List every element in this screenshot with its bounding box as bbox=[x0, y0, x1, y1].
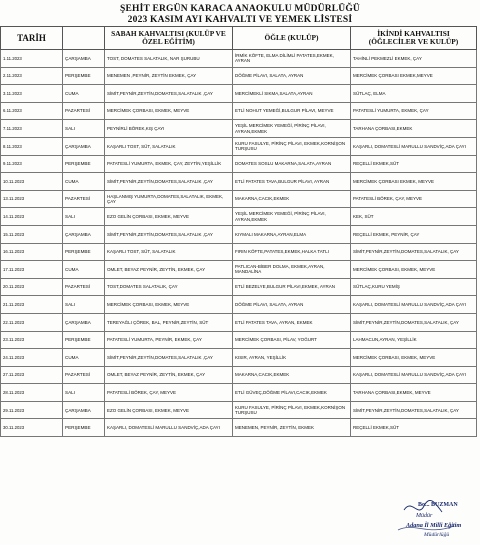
day-cell: SALI bbox=[63, 208, 105, 226]
breakfast-cell: PATATESLİ BÖREK, ÇAY, MEYVE bbox=[105, 384, 233, 402]
day-cell: PERŞEMBE bbox=[63, 155, 105, 173]
lunch-cell: MAKARNA,CACIK,EKMEK bbox=[233, 190, 351, 208]
snack-cell: TAHİNLİ PEKMEZLİ EKMEK, ÇAY bbox=[351, 50, 477, 68]
table-row bbox=[1, 384, 477, 402]
day-cell: CUMA bbox=[63, 173, 105, 191]
date-cell: 22.11.2023 bbox=[1, 313, 63, 331]
breakfast-cell: PATATESLİ YUMURTA, PEYNİR, EKMEK, ÇAY bbox=[105, 331, 233, 349]
lunch-cell: ETLİ PATATES TAVA,BULGUR PİLAVI, AYRAN bbox=[233, 173, 351, 191]
lunch-cell: DOMATES SOSLU MAKARNA,SALATA,AYRAN bbox=[233, 155, 351, 173]
lunch-cell: KURU FASULYE, PİRİNÇ PİLAVI, EKMEK,KORNİŞON TURŞUSU bbox=[233, 401, 351, 419]
day-cell: PAZARTESİ bbox=[63, 190, 105, 208]
day-cell: ÇARŞAMBA bbox=[63, 401, 105, 419]
header-day bbox=[63, 27, 105, 50]
table-row bbox=[1, 85, 477, 103]
lunch-cell: MENEMEN, PEYNİR, ZEYTİN, EKMEK bbox=[233, 419, 351, 437]
date-cell: 7.11.2023 bbox=[1, 120, 63, 138]
document-title-line2: 2023 KASIM AYI KAHVALTI VE YEMEK LİSTESİ bbox=[127, 15, 353, 25]
day-cell: PAZARTESİ bbox=[63, 278, 105, 296]
day-cell: ÇARŞAMBA bbox=[63, 137, 105, 155]
date-cell: 8.11.2023 bbox=[1, 137, 63, 155]
table-row bbox=[1, 243, 477, 261]
snack-cell: TARHANA ÇORBASI,EKMEK, MEYVE bbox=[351, 384, 477, 402]
day-cell: PERŞEMBE bbox=[63, 67, 105, 85]
day-cell: PERŞEMBE bbox=[63, 419, 105, 437]
lunch-cell: ETLİ GÜVEÇ,DÖĞME PİLAVI,CACIK,EKMEK bbox=[233, 384, 351, 402]
lunch-cell: PATLICAN-BİBER DOLMA, EKMEK,AYRAN, MANDALİNA bbox=[233, 261, 351, 279]
table-row bbox=[1, 278, 477, 296]
signature-stamp bbox=[384, 500, 480, 545]
table-row bbox=[1, 331, 477, 349]
table-row bbox=[1, 102, 477, 120]
day-cell: PAZARTESİ bbox=[63, 102, 105, 120]
table-row bbox=[1, 349, 477, 367]
date-cell: 13.11.2023 bbox=[1, 190, 63, 208]
day-cell: CUMA bbox=[63, 261, 105, 279]
snack-cell: MERCİMEK ÇORBASI EKMEK, MEYVE bbox=[351, 173, 477, 191]
snack-cell: MERCİMEK ÇORBASI, EKMEK, MEYVE bbox=[351, 349, 477, 367]
breakfast-cell: PEYNİRLİ BÖREK,KIŞ ÇAYI bbox=[105, 120, 233, 138]
day-cell: SALI bbox=[63, 384, 105, 402]
table-row bbox=[1, 50, 477, 68]
date-cell: 1.11.2023 bbox=[1, 50, 63, 68]
table-row bbox=[1, 366, 477, 384]
table-row bbox=[1, 67, 477, 85]
lunch-cell: ETLİ BEZELYE,BULGUR PİLAVI,EKMEK, AYRAN bbox=[233, 278, 351, 296]
breakfast-cell: TOST,DOMATES SALATALIK, ÇAY bbox=[105, 278, 233, 296]
header-date: TARİH bbox=[1, 27, 63, 50]
day-cell: ÇARŞAMBA bbox=[63, 50, 105, 68]
date-cell: 9.11.2023 bbox=[1, 155, 63, 173]
lunch-cell: DÖĞME PİLAVI, SALATA, AYRAN bbox=[233, 67, 351, 85]
lunch-cell: KURU FASULYE, PİRİNÇ PİLAVI, EKMEK,KORNİŞON TURŞUSU bbox=[233, 137, 351, 155]
date-cell: 20.11.2023 bbox=[1, 278, 63, 296]
table-header-row bbox=[1, 27, 477, 50]
lunch-cell: MERCİMEKLİ SIKMA,SALATA,AYRAN bbox=[233, 85, 351, 103]
lunch-cell: İRMİK KÖFTE, ELMA DİLİMLİ PATATES,EKMEK, AYRAN bbox=[233, 50, 351, 68]
date-cell: 10.11.2023 bbox=[1, 173, 63, 191]
date-cell: 17.11.2023 bbox=[1, 261, 63, 279]
snack-cell: KAŞARLI, DOMATESLİ MARULLU SANDVİÇ,ADA ÇAYI bbox=[351, 296, 477, 314]
snack-cell: PATATESLİ BÖREK, ÇAY, MEYVE bbox=[351, 190, 477, 208]
day-cell: CUMA bbox=[63, 85, 105, 103]
snack-cell: REÇELLİ EKMEK,SÜT bbox=[351, 419, 477, 437]
table-row bbox=[1, 261, 477, 279]
breakfast-cell: EZO GELİN ÇORBASI, EKMEK, MEYVE bbox=[105, 401, 233, 419]
day-cell: ÇARŞAMBA bbox=[63, 225, 105, 243]
date-cell: 30.11.2023 bbox=[1, 419, 63, 437]
breakfast-cell: KAŞARLI TOST, SÜT, SALATALIK bbox=[105, 137, 233, 155]
snack-cell: PATATESLİ YUMURTA, EKMEK, ÇAY bbox=[351, 102, 477, 120]
day-cell: SALI bbox=[63, 296, 105, 314]
date-cell: 23.11.2023 bbox=[1, 331, 63, 349]
date-cell: 28.11.2023 bbox=[1, 384, 63, 402]
day-cell: PERŞEMBE bbox=[63, 331, 105, 349]
table-row bbox=[1, 120, 477, 138]
snack-cell: SİMİT,PEYNİR,ZEYTİN,DOMATES,SALATALIK, ÇAY bbox=[351, 313, 477, 331]
lunch-cell: ETLİ NOHUT YEMEĞİ,BULGUR PİLAVI, MEYVE bbox=[233, 102, 351, 120]
snack-cell: SİMİT,PEYNİR,ZEYTİN,DOMATES,SALATALIK, ÇAY bbox=[351, 243, 477, 261]
table-row bbox=[1, 155, 477, 173]
day-cell: PAZARTESİ bbox=[63, 366, 105, 384]
stamp-line2: Adana İl Milli Eğitim bbox=[406, 522, 462, 529]
breakfast-cell: OMLET, BEYAZ PEYNİR, ZEYTİN, EKMEK, ÇAY bbox=[105, 366, 233, 384]
date-cell: 21.11.2023 bbox=[1, 296, 63, 314]
day-cell: CUMA bbox=[63, 349, 105, 367]
breakfast-cell: TOST, DOMATES SALATALIK, NAR ŞURUBU bbox=[105, 50, 233, 68]
table-row bbox=[1, 190, 477, 208]
snack-cell: REÇELLİ EKMEK,SÜT bbox=[351, 155, 477, 173]
header-snack: İKİNDİ KAHVALTISI (ÖĞLECİLER VE KULÜP) bbox=[351, 27, 477, 50]
stamp-line1: Müdür bbox=[416, 513, 433, 519]
date-cell: 24.11.2023 bbox=[1, 349, 63, 367]
lunch-cell: YEŞİL MERCİMEK YEMEĞİ, PİRİNÇ PİLAVI, AYRAN,EKMEK bbox=[233, 120, 351, 138]
snack-cell: SİMİT,PEYNİR,ZEYTİN,DOMATES,SALATALIK, ÇAY bbox=[351, 401, 477, 419]
table-row bbox=[1, 313, 477, 331]
lunch-cell: MAKARNA,CACIK,EKMEK bbox=[233, 366, 351, 384]
date-cell: 2.11.2023 bbox=[1, 67, 63, 85]
stamp-name: Bo... BUZMAN bbox=[418, 502, 458, 508]
date-cell: 15.11.2023 bbox=[1, 225, 63, 243]
snack-cell: MERCİMEK ÇORBASI EKMEK,MEYVE bbox=[351, 67, 477, 85]
snack-cell: KAŞARLI, DOMATESLİ MARULLU SANDVİÇ,ADA ÇAYI bbox=[351, 137, 477, 155]
table-row bbox=[1, 137, 477, 155]
breakfast-cell: SİMİT,PEYNİR,ZEYTİN,DOMATES,SALATALIK ,ÇAY bbox=[105, 85, 233, 103]
table-row bbox=[1, 173, 477, 191]
snack-cell: TARHANA ÇORBASI,EKMEK bbox=[351, 120, 477, 138]
header-breakfast: SABAH KAHVALTISI (KULÜP VE ÖZEL EĞİTİM) bbox=[105, 27, 233, 50]
breakfast-cell: PATATESLİ YUMURTA, EKMEK, ÇAY, ZEYTİN,YEŞİLLİK bbox=[105, 155, 233, 173]
snack-cell: MERCİMEK ÇORBASI, EKMEK, MEYVE bbox=[351, 261, 477, 279]
menu-table-body bbox=[1, 50, 477, 437]
snack-cell: SÜTLAÇ,KURU YEMİŞ bbox=[351, 278, 477, 296]
lunch-cell: ETLİ PATATES TAVA, AYRAN, EKMEK bbox=[233, 313, 351, 331]
breakfast-cell: MERCİMEK ÇORBASI, EKMEK, MEYVE bbox=[105, 296, 233, 314]
table-row bbox=[1, 401, 477, 419]
snack-cell: SÜTLAÇ, ELMA bbox=[351, 85, 477, 103]
date-cell: 29.11.2023 bbox=[1, 401, 63, 419]
lunch-cell: DÖĞME PİLAVI, SALATA, AYRAN bbox=[233, 296, 351, 314]
breakfast-cell: KAŞARLI, DOMATESLİ MARULLU SANDVİÇ,ADA ÇAYI bbox=[105, 419, 233, 437]
document-title-line1: ŞEHİT ERGÜN KARACA ANAOKULU MÜDÜRLÜĞÜ bbox=[120, 4, 360, 14]
breakfast-cell: SİMİT,PEYNİR,ZEYTİN,DOMATES,SALATALIK ,ÇAY bbox=[105, 225, 233, 243]
lunch-cell: MERCİMEK ÇORBASI, PİLAV, YOĞURT bbox=[233, 331, 351, 349]
lunch-cell: KISIR, AYRAN, YEŞİLLİK bbox=[233, 349, 351, 367]
menu-table bbox=[0, 26, 477, 437]
breakfast-cell: TEREYAĞLI ÇÖREK, BAL, PEYNİR,ZEYTİN, SÜT bbox=[105, 313, 233, 331]
day-cell: PERŞEMBE bbox=[63, 243, 105, 261]
table-row bbox=[1, 296, 477, 314]
snack-cell: REÇELLİ EKMEK, PEYNİR, ÇAY bbox=[351, 225, 477, 243]
breakfast-cell: KAŞARLI TOST, SÜT, SALATALIK bbox=[105, 243, 233, 261]
breakfast-cell: MENEMEN ,PEYNİR, ZEYTİN EKMEK, ÇAY bbox=[105, 67, 233, 85]
breakfast-cell: SİMİT,PEYNİR,ZEYTİN,DOMATES,SALATALIK ,ÇAY bbox=[105, 173, 233, 191]
snack-cell: LAHMACUN,AYRAN, YEŞİLLİK bbox=[351, 331, 477, 349]
date-cell: 16.11.2023 bbox=[1, 243, 63, 261]
breakfast-cell: SİMİT,PEYNİR,ZEYTİN,DOMATES,SALATALIK ,ÇAY bbox=[105, 349, 233, 367]
table-row bbox=[1, 208, 477, 226]
date-cell: 6.11.2023 bbox=[1, 102, 63, 120]
header-lunch: ÖĞLE (KULÜP) bbox=[233, 27, 351, 50]
lunch-cell: YEŞİL MERCİMEK YEMEĞİ, PİRİNÇ PİLAVI, AYRAN,EKMEK bbox=[233, 208, 351, 226]
date-cell: 3.11.2023 bbox=[1, 85, 63, 103]
date-cell: 14.11.2023 bbox=[1, 208, 63, 226]
breakfast-cell: MERCİMEK ÇORBASI, EKMEK, MEYVE bbox=[105, 102, 233, 120]
breakfast-cell: EZO GELİN ÇORBASI, EKMEK, MEYVE bbox=[105, 208, 233, 226]
snack-cell: KEK, SÜT bbox=[351, 208, 477, 226]
snack-cell: KAŞARLI, DOMATESLİ MARULLU SANDVİÇ,ADA ÇAYI bbox=[351, 366, 477, 384]
day-cell: SALI bbox=[63, 120, 105, 138]
table-row bbox=[1, 419, 477, 437]
breakfast-cell: OMLET, BEYAZ PEYNİR, ZEYTİN, EKMEK, ÇAY bbox=[105, 261, 233, 279]
lunch-cell: KIYMALI MAKARNA,AYRAN,ELMA bbox=[233, 225, 351, 243]
table-row bbox=[1, 225, 477, 243]
date-cell: 27.11.2023 bbox=[1, 366, 63, 384]
stamp-line3: Müdürlüğü bbox=[424, 532, 450, 538]
lunch-cell: FIRIN KÖFTE,PATATES,EKMEK,HALKA TATLI bbox=[233, 243, 351, 261]
breakfast-cell: HAŞLANMIŞ YUMURTA,DOMATES,SALATALIK, EKMEK, ÇAY bbox=[105, 190, 233, 208]
day-cell: ÇARŞAMBA bbox=[63, 313, 105, 331]
